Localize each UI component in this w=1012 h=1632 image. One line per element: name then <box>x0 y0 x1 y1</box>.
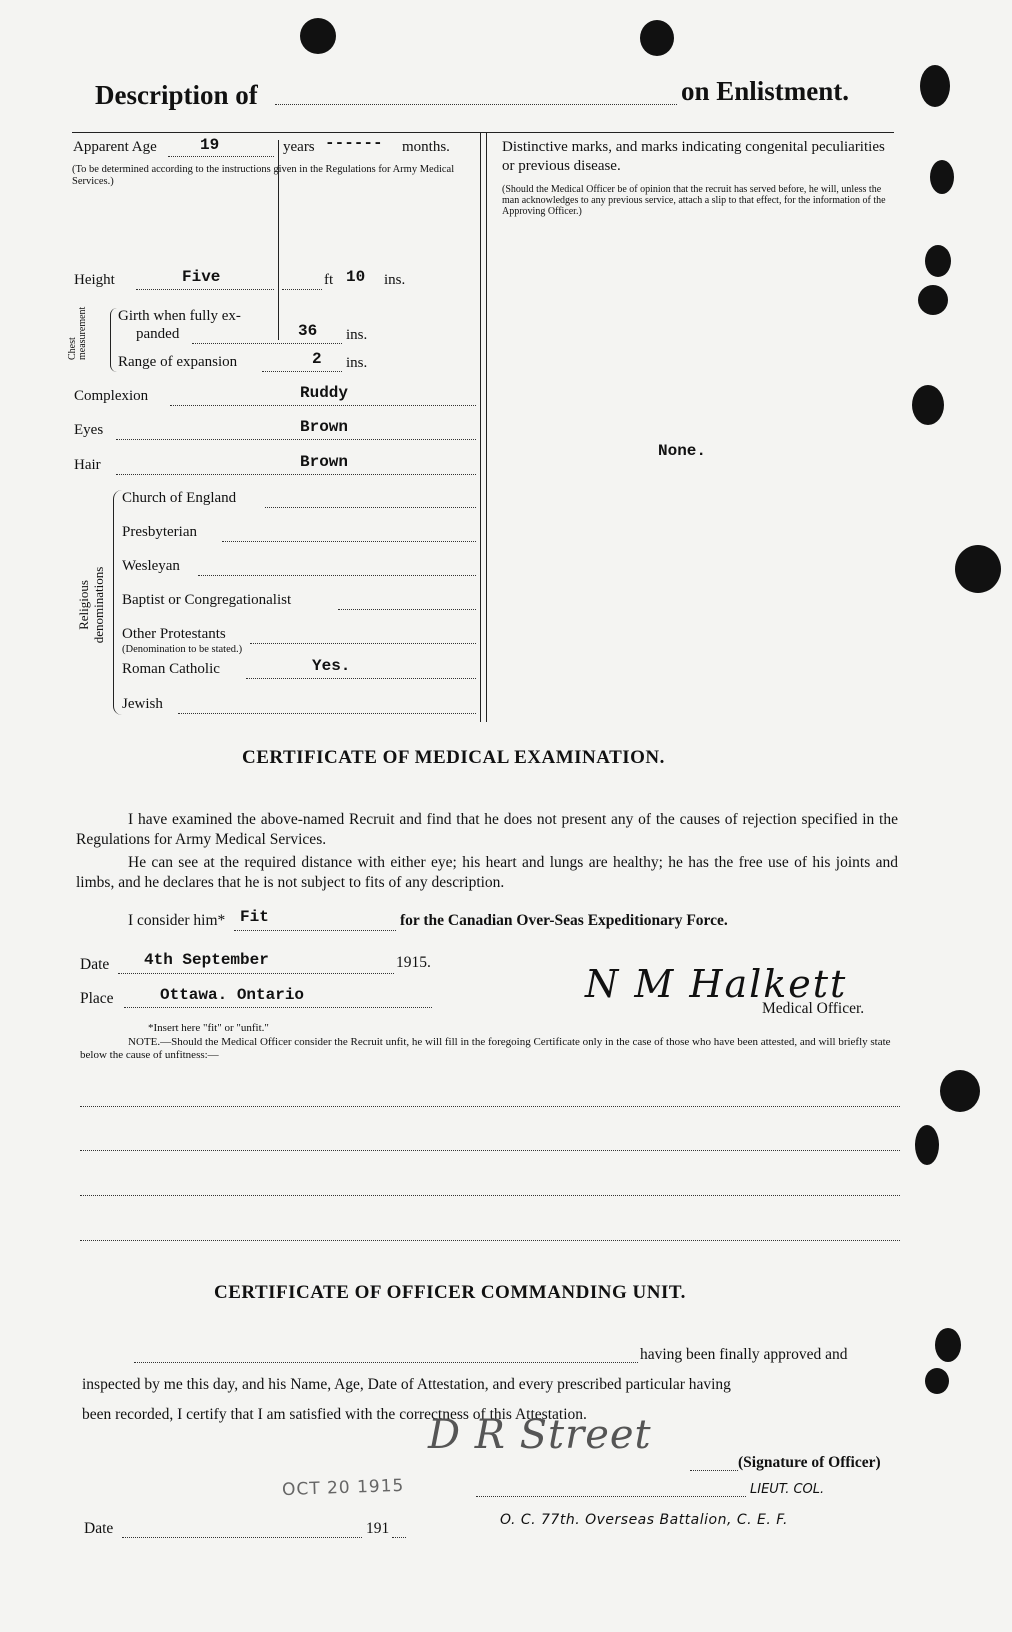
commanding-year-prefix: 191 <box>366 1520 390 1537</box>
height-in-value: 10 <box>346 268 366 286</box>
commanding-line-3: been recorded, I certify that I am satisfied with the correctness of this Attestation. <box>82 1406 587 1423</box>
medical-paragraph-2: He can see at the required distance with either eye; his heart and lungs are healthy; he has the free use of his joints and limbs, and he declares that he is not subject to fits of any description. <box>76 854 898 891</box>
range-value: 2 <box>312 350 322 368</box>
months-value: ------ <box>325 134 383 152</box>
religion-roman-catholic: Roman Catholic <box>122 661 220 677</box>
unfitness-line-3 <box>80 1195 900 1196</box>
unfit-note: NOTE.—Should the Medical Officer consider the Recruit unfit, he will fill in the foregoing Certificate only in the case of those who have been attested, and will briefly state below the cause of unfitness:— <box>80 1036 891 1061</box>
medical-year-value: 1915. <box>396 954 431 971</box>
range-ins-label: ins. <box>346 355 368 371</box>
hair-blank <box>116 474 476 475</box>
consider-prefix: I consider him* <box>128 912 226 929</box>
rank-blank <box>476 1496 746 1497</box>
medical-officer-label: Medical Officer. <box>762 1000 865 1017</box>
religion-wesleyan: Wesleyan <box>122 558 180 574</box>
medical-place-blank <box>124 1007 432 1008</box>
girth-value: 36 <box>298 322 318 340</box>
religion-baptist: Baptist or Congregationalist <box>122 592 292 608</box>
height-ft-value: Five <box>182 268 221 286</box>
religion-brace <box>113 490 122 715</box>
church-of-england-blank <box>265 507 476 508</box>
commanding-officer-signature: D R Street <box>428 1412 652 1458</box>
rank-stamp: LIEUT. COL. <box>750 1482 825 1497</box>
denomination-note: (Denomination to be stated.) <box>122 644 243 655</box>
wesleyan-blank <box>198 575 476 576</box>
unit-stamp: O. C. 77th. Overseas Battalion, C. E. F. <box>500 1512 788 1528</box>
age-note: (To be determined according to the instructions given in the Regulations for Army Medical Services.) <box>72 164 455 187</box>
binder-hole <box>912 385 944 425</box>
hair-label: Hair <box>74 457 101 473</box>
height-label: Height <box>74 272 115 288</box>
religious-denominations-label: Religious denominations <box>76 566 106 644</box>
distinctive-marks-title: Distinctive marks, and marks indicating congenital peculiarities or previous disease. <box>502 139 885 174</box>
girth-label: Girth when fully ex- <box>118 308 241 324</box>
roman-catholic-value: Yes. <box>312 657 351 675</box>
binder-hole <box>915 1125 939 1165</box>
commanding-year-blank <box>392 1537 406 1538</box>
religion-other-protestants: Other Protestants <box>122 626 226 642</box>
medical-date-blank <box>118 973 394 974</box>
religion-jewish: Jewish <box>122 696 163 712</box>
column-divider-inner <box>486 132 487 722</box>
chest-brace <box>110 308 117 372</box>
ins-label: ins. <box>384 272 406 288</box>
girth-ins-label: ins. <box>346 327 368 343</box>
consider-blank <box>234 930 396 931</box>
binder-hole <box>300 18 336 54</box>
column-divider <box>480 132 481 722</box>
distinctive-marks-note: (Should the Medical Officer be of opinion that the recruit has served before, he will, unless the man acknowledges to any previous service, attach a slip to that effect, for the information of the Approving Officer.) <box>502 184 886 217</box>
commanding-certificate-heading: CERTIFICATE OF OFFICER COMMANDING UNIT. <box>214 1282 686 1303</box>
range-blank <box>262 371 342 372</box>
complexion-blank <box>170 405 476 406</box>
girth-label-2: panded <box>136 326 180 342</box>
roman-catholic-blank <box>246 678 476 679</box>
medical-paragraph-1: I have examined the above-named Recruit and find that he does not present any of the causes of rejection specified in the Regulations for Army Medical Services. <box>76 811 898 848</box>
form-title-right: on Enlistment. <box>681 76 850 106</box>
fitness-value: Fit <box>240 908 269 926</box>
binder-hole <box>918 285 948 315</box>
binder-hole <box>640 20 674 56</box>
range-label: Range of expansion <box>118 354 238 370</box>
binder-hole <box>940 1070 980 1112</box>
medical-officer-signature: N M Halkett <box>585 962 848 1006</box>
jewish-blank <box>178 713 476 714</box>
eyes-blank <box>116 439 476 440</box>
medical-date-value: 4th September <box>144 951 269 969</box>
unfitness-line-2 <box>80 1150 900 1151</box>
girth-blank <box>192 343 342 344</box>
presbyterian-blank <box>222 541 476 542</box>
consider-suffix: for the Canadian Over-Seas Expeditionary Force. <box>400 912 728 929</box>
commanding-date-label: Date <box>84 1520 114 1537</box>
eyes-value: Brown <box>300 418 349 436</box>
religion-presbyterian: Presbyterian <box>122 524 197 540</box>
date-stamp: OCT 20 1915 <box>281 1475 405 1501</box>
height-in-blank <box>282 289 322 290</box>
baptist-blank <box>338 609 476 610</box>
other-protestants-blank <box>250 643 476 644</box>
religion-church-of-england: Church of England <box>122 490 237 506</box>
ft-label: ft <box>324 272 334 288</box>
age-label: Apparent Age <box>73 139 157 155</box>
complexion-label: Complexion <box>74 388 149 404</box>
age-value: 19 <box>200 136 220 154</box>
form-title-left: Description of <box>95 80 258 110</box>
commanding-date-blank <box>122 1537 362 1538</box>
eyes-label: Eyes <box>74 422 104 438</box>
insert-note: *Insert here "fit" or "unfit." <box>148 1022 269 1034</box>
complexion-value: Ruddy <box>300 384 349 402</box>
age-blank <box>168 156 274 157</box>
signature-blank <box>690 1470 738 1471</box>
years-label: years <box>283 139 315 155</box>
top-rule <box>72 132 894 133</box>
binder-hole <box>920 65 950 107</box>
unfitness-line-4 <box>80 1240 900 1241</box>
hair-value: Brown <box>300 453 349 471</box>
unfitness-line-1 <box>80 1106 900 1107</box>
binder-hole <box>935 1328 961 1362</box>
medical-date-label: Date <box>80 956 110 973</box>
binder-hole <box>930 160 954 194</box>
months-label: months. <box>402 139 450 155</box>
chest-measurement-label: Chest measurement <box>67 306 88 360</box>
binder-hole <box>955 545 1001 593</box>
binder-hole <box>925 245 951 277</box>
distinctive-marks-value: None. <box>658 442 707 460</box>
commanding-line-1: having been finally approved and <box>640 1346 848 1363</box>
signature-of-officer-label: (Signature of Officer) <box>738 1454 881 1471</box>
commanding-name-blank <box>134 1362 638 1363</box>
commanding-line-2: inspected by me this day, and his Name, Age, Date of Attestation, and every prescribed particular having <box>82 1376 731 1393</box>
medical-certificate-heading: CERTIFICATE OF MEDICAL EXAMINATION. <box>242 747 665 768</box>
binder-hole <box>925 1368 949 1394</box>
title-blank <box>275 104 677 105</box>
medical-place-label: Place <box>80 990 114 1007</box>
medical-place-value: Ottawa. Ontario <box>160 986 305 1004</box>
height-ft-blank <box>136 289 274 290</box>
